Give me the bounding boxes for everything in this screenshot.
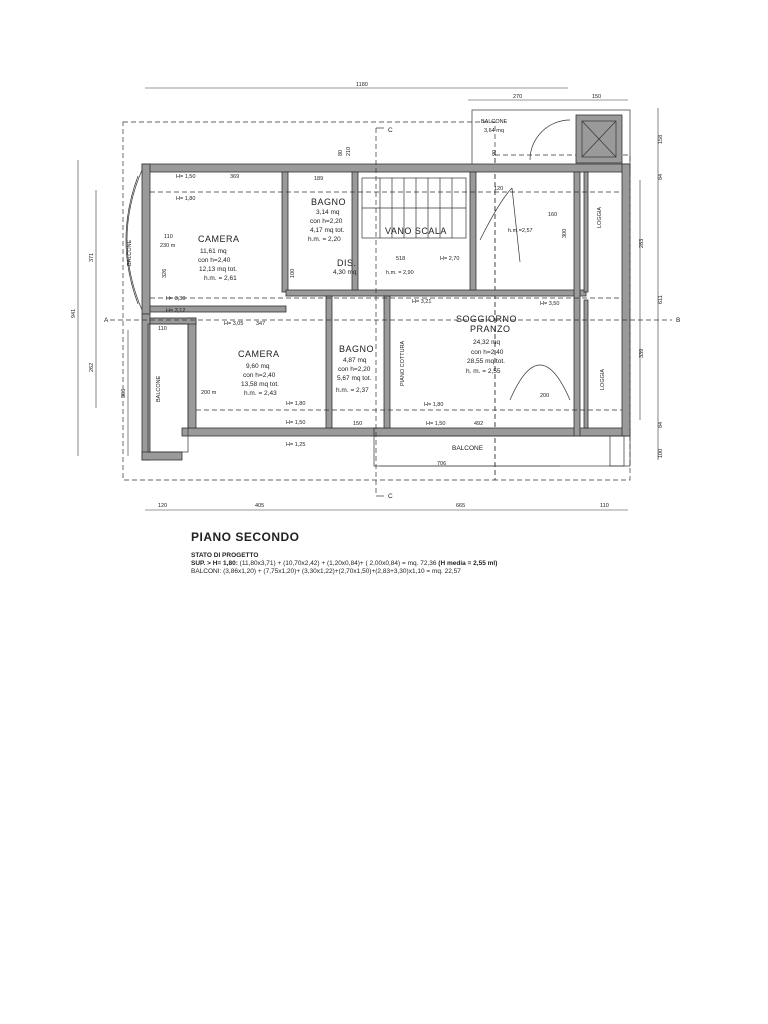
loggia-top-label: LOGGIA bbox=[597, 206, 603, 228]
room-dis: DIS. bbox=[337, 258, 357, 268]
room-hm: h. m. = 2,55 bbox=[466, 368, 501, 375]
surface-media: (H media = 2,55 ml) bbox=[438, 560, 498, 567]
ann-100: 100 bbox=[290, 268, 296, 278]
ann-h150-b: H= 1,50 bbox=[286, 420, 306, 426]
dim-left-c: 306 bbox=[121, 388, 127, 398]
room-area: 11,61 mq bbox=[200, 248, 227, 255]
section-marker-a: A bbox=[104, 317, 109, 324]
ann-369: 369 bbox=[230, 174, 240, 180]
section-marker-c-top: C bbox=[388, 127, 393, 134]
dim-left-b: 262 bbox=[89, 362, 95, 372]
room-gross: 12,13 mq tot. bbox=[199, 266, 237, 273]
room-area: 24,32 mq bbox=[473, 339, 501, 346]
piano-cottura-label: PIANO COTTURA bbox=[400, 340, 406, 386]
balcony-top-door-swing bbox=[530, 120, 570, 160]
ann-300: 300 bbox=[562, 228, 568, 238]
ann-110: 110 bbox=[158, 326, 167, 332]
room-height: con h=2,40 bbox=[198, 257, 231, 264]
ann-518: 518 bbox=[396, 256, 406, 262]
ann-120: 120 bbox=[494, 186, 504, 192]
ann-h180-c: H= 1,80 bbox=[424, 402, 444, 408]
dim-right-g: 100 bbox=[658, 448, 664, 458]
ann-326: 326 bbox=[162, 268, 168, 278]
dim-right-a: 158 bbox=[658, 134, 664, 144]
balcony-bottom-outline bbox=[374, 436, 624, 466]
dim-right-f: 84 bbox=[658, 421, 664, 428]
room-vano-scala: VANO SCALA bbox=[385, 226, 447, 236]
room-name-2: PRANZO bbox=[470, 324, 511, 334]
room-hm: h.m. = 2,20 bbox=[308, 236, 341, 243]
ann-189: 189 bbox=[314, 176, 324, 182]
room-gross: 5,67 mq tot. bbox=[337, 375, 372, 382]
dim-right-c: 283 bbox=[639, 238, 645, 248]
plan-subtitle: STATO DI PROGETTO bbox=[191, 552, 259, 559]
room-area: 4,87 mq bbox=[343, 357, 367, 364]
ann-150: 150 bbox=[353, 421, 363, 427]
balcony-bottom-label: BALCONE bbox=[452, 445, 484, 452]
dim-right-b: 84 bbox=[658, 173, 664, 180]
balconies-line: BALCONI: (3,86x1,20) + (7,75x1,20)+ (3,30x1,22)+(2,70x1,50)+(2,83+3,30)x1,10 = mq. 22,57 bbox=[191, 568, 461, 575]
ann-h180-b: H= 1,80 bbox=[286, 401, 306, 407]
dim-left-total: 941 bbox=[71, 308, 77, 318]
dim-right-e: 339 bbox=[639, 348, 645, 358]
ann-210: 210 bbox=[346, 146, 352, 156]
balcony-left-bottom-label: BALCONE bbox=[156, 375, 162, 402]
room-height: con h=2,40 bbox=[243, 372, 276, 379]
room-name: SOGGIORNO bbox=[456, 314, 518, 324]
ann-h150-c: H= 1,50 bbox=[426, 421, 446, 427]
dim-top-total: 1180 bbox=[356, 82, 368, 88]
ann-h270: H= 2,70 bbox=[440, 256, 460, 262]
ann-347: 347 bbox=[256, 321, 266, 327]
room-bagno-1 bbox=[308, 197, 346, 243]
walls bbox=[142, 164, 630, 460]
ann-h330: H= 3,30 bbox=[166, 296, 186, 302]
room-area: 9,60 mq bbox=[246, 363, 270, 370]
room-hm: h.m. = 2,37 bbox=[336, 387, 369, 394]
room-hm: h.m. = 2,61 bbox=[204, 275, 237, 282]
room-hm: h.m. = 2,43 bbox=[244, 390, 277, 397]
room-height: con h=2,40 bbox=[471, 349, 504, 356]
room-name: CAMERA bbox=[238, 349, 280, 359]
dim-balcony-bottom: 706 bbox=[437, 461, 447, 467]
dim-right-d: 611 bbox=[658, 295, 664, 304]
ann-h180-a: H= 1,80 bbox=[176, 196, 196, 202]
room-soggiorno bbox=[456, 314, 517, 375]
balcony-top-name: BALCONE bbox=[481, 119, 508, 125]
ann-80: 80 bbox=[338, 149, 344, 156]
dim-bottom-d: 110 bbox=[600, 503, 609, 509]
room-bagno-2 bbox=[336, 344, 374, 394]
dim-bottom-b: 405 bbox=[255, 503, 265, 509]
room-area: 3,14 mq bbox=[316, 209, 340, 216]
surface-label: SUP. > H= 1,80: bbox=[191, 560, 238, 567]
dimension-lines bbox=[78, 88, 658, 510]
surface-formula: (11,80x3,71) + (10,70x2,42) + (1,20x0,84)+ ( 2,00x0,84) = mq. 72,36 bbox=[239, 560, 437, 567]
loggia-bottom-label: LOGGIA bbox=[600, 368, 606, 390]
ann-win230: 230 m bbox=[160, 243, 176, 249]
dim-left-a: 371 bbox=[89, 252, 95, 262]
room-name: BAGNO bbox=[311, 197, 347, 207]
plan-caption bbox=[191, 530, 651, 575]
section-marker-b: B bbox=[676, 317, 681, 324]
room-camera-2 bbox=[238, 349, 280, 397]
dim-bottom-c: 665 bbox=[456, 503, 466, 509]
ann-win110: 110 bbox=[164, 234, 173, 240]
room-dis-area: 4,30 mq bbox=[333, 269, 357, 276]
room-name: CAMERA bbox=[198, 234, 240, 244]
room-gross: 4,17 mq tot. bbox=[310, 227, 345, 234]
ann-h150-top: H= 1,50 bbox=[176, 174, 196, 180]
room-height: con h=2,20 bbox=[310, 218, 343, 225]
room-name: BAGNO bbox=[339, 344, 375, 354]
ann-200: 200 bbox=[540, 393, 550, 399]
ann-win200: 200 m bbox=[201, 390, 217, 396]
ann-hm290: h.m. = 2,90 bbox=[386, 270, 414, 276]
plan-title: PIANO SECONDO bbox=[191, 530, 300, 544]
room-gross: 28,55 mq tot. bbox=[467, 358, 505, 365]
room-gross: 13,58 mq tot. bbox=[241, 381, 279, 388]
ann-h312: H= 3,12 bbox=[166, 308, 186, 314]
ann-h125: H= 1,25 bbox=[286, 442, 306, 448]
room-camera-1 bbox=[198, 234, 240, 282]
ann-h305: H= 3,05 bbox=[224, 321, 244, 327]
ann-492: 492 bbox=[474, 421, 484, 427]
dim-bottom-a: 120 bbox=[158, 503, 168, 509]
surface-line bbox=[191, 560, 651, 567]
ann-h350: H= 3,50 bbox=[540, 301, 560, 307]
room-height: con h=2,20 bbox=[338, 366, 371, 373]
ann-hm257: h.m.=2,57 bbox=[508, 228, 533, 234]
ann-h321: H= 3,21 bbox=[412, 299, 432, 305]
dim-top-right-a: 270 bbox=[513, 94, 523, 100]
ann-160: 160 bbox=[548, 212, 558, 218]
ann-90: 90 bbox=[492, 149, 498, 156]
section-marker-c-bottom: C bbox=[388, 493, 393, 500]
balcony-left-top-label: BALCONE bbox=[127, 239, 133, 266]
dim-top-right-b: 150 bbox=[592, 94, 602, 100]
balcony-top-area: 3,64 mq bbox=[484, 128, 504, 134]
